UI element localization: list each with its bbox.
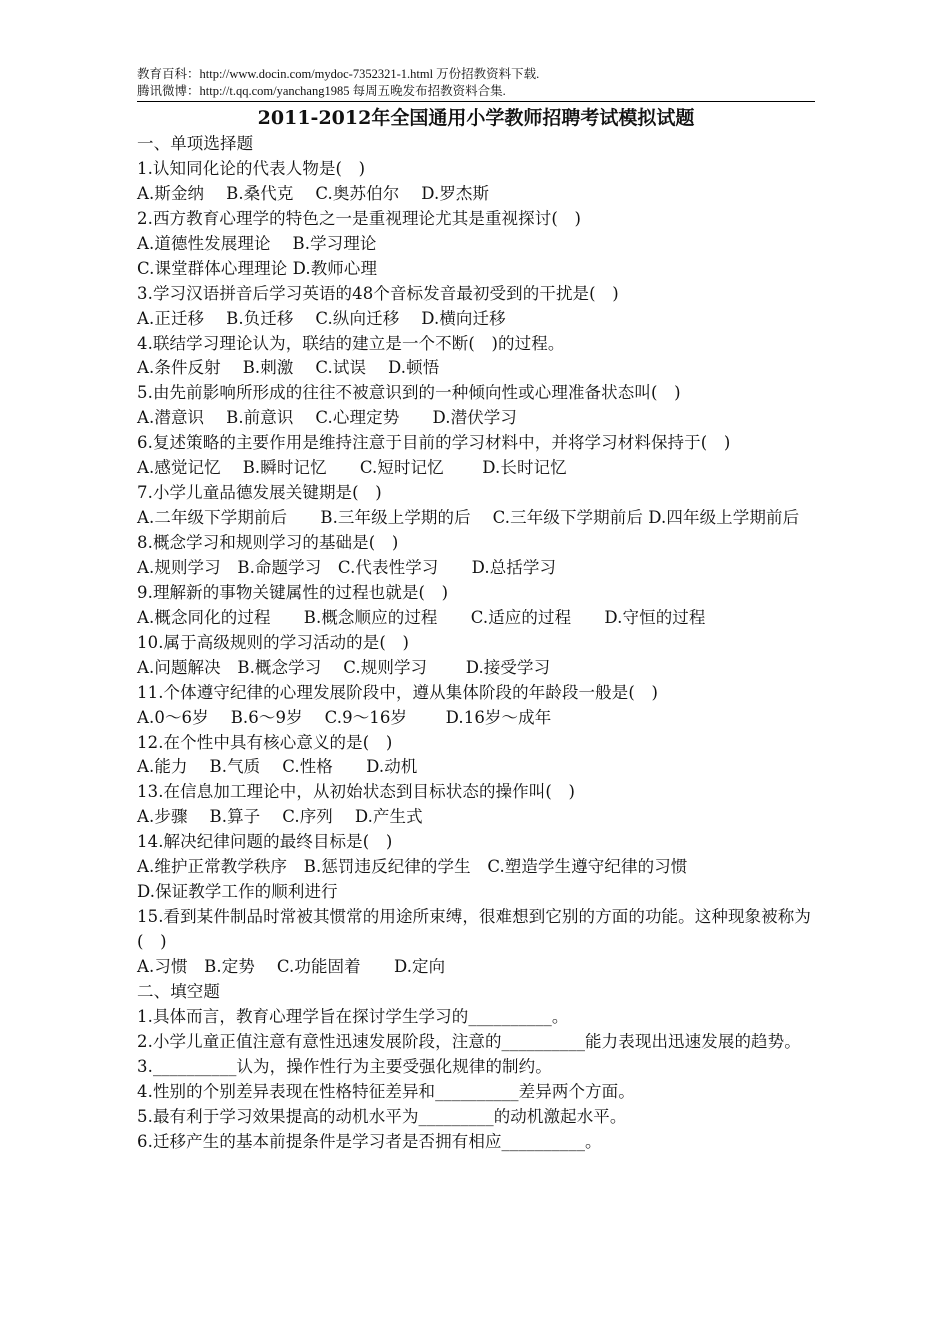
question-options: D.保证教学工作的顺利进行: [137, 882, 338, 902]
question-options: A.道德性发展理论 B.学习理论: [137, 233, 377, 253]
question-text: 4.联结学习理论认为，联结的建立是一个不断( )的过程。: [137, 333, 565, 353]
question-options: C.课堂群体心理理论 D.教师心理: [137, 258, 378, 278]
document-title: 2011-2012年全国通用小学教师招聘考试模拟试题: [257, 107, 695, 129]
fill-question-4: 4.性别的个别差异表现在性格特征差异和__________差异两个方面。: [137, 1081, 635, 1101]
header-line-weibo: 腾讯微博：http://t.qq.com/yanchang1985 每周五晚发布招教资料合集.: [137, 84, 506, 98]
question-12: [137, 731, 817, 781]
question-text: 3.学习汉语拼音后学习英语的48个音标发音最初受到的干扰是( ): [137, 283, 619, 303]
question-10: [137, 631, 817, 681]
question-text: 11.个体遵守纪律的心理发展阶段中，遵从集体阶段的年龄段一般是( ): [137, 682, 659, 702]
question-text: 6.复述策略的主要作用是维持注意于目前的学习材料中，并将学习材料保持于( ): [137, 433, 731, 453]
question-text: 9.理解新的事物关键属性的过程也就是( ): [137, 582, 449, 602]
fill-question-1: 1.具体而言，教育心理学旨在探讨学生学习的__________。: [137, 1006, 569, 1026]
question-text: 1.认知同化论的代表人物是( ): [137, 158, 366, 178]
page-header: [137, 66, 815, 100]
header-divider: [137, 101, 815, 102]
question-options: A.概念同化的过程 B.概念顺应的过程 C.适应的过程 D.守恒的过程: [137, 607, 706, 627]
fill-question-2: 2.小学儿童正值注意有意性迅速发展阶段，注意的__________能力表现出迅速发展的趋势。: [137, 1031, 801, 1051]
question-options: A.能力 B.气质 C.性格 D.动机: [137, 757, 418, 777]
question-text: 5.由先前影响所形成的往往不被意识到的一种倾向性或心理准备状态叫( ): [137, 383, 681, 403]
question-options: A.0～6岁 B.6～9岁 C.9～16岁 D.16岁～成年: [137, 707, 552, 727]
question-options: A.二年级下学期前后 B.三年级上学期的后 C.三年级下学期前后 D.四年级上学期前后: [137, 508, 800, 528]
question-options: A.正迁移 B.负迁移 C.纵向迁移 D.横向迁移: [137, 308, 506, 328]
question-5: [137, 381, 817, 431]
question-options: A.潜意识 B.前意识 C.心理定势 D.潜伏学习: [137, 408, 517, 428]
question-options: A.感觉记忆 B.瞬时记忆 C.短时记忆 D.长时记忆: [137, 458, 567, 478]
question-text: 15.看到某件制品时常被其惯常的用途所束缚，很难想到它别的方面的功能。这种现象被称为( ): [137, 907, 811, 952]
question-6: [137, 431, 817, 481]
question-11: [137, 681, 817, 731]
question-text: 2.西方教育心理学的特色之一是重视理论尤其是重视探讨( ): [137, 208, 582, 228]
section-heading-multiple-choice: 一、单项选择题: [137, 134, 254, 153]
question-options: A.规则学习 B.命题学习 C.代表性学习 D.总括学习: [137, 557, 557, 577]
question-text: 7.小学儿童品德发展关键期是( ): [137, 483, 382, 503]
fill-question-6: 6.迁移产生的基本前提条件是学习者是否拥有相应__________。: [137, 1131, 602, 1151]
question-text: 10.属于高级规则的学习活动的是( ): [137, 632, 410, 652]
question-options: A.条件反射 B.刺激 C.试误 D.顿悟: [137, 358, 440, 378]
question-options: A.维护正常教学秩序 B.惩罚违反纪律的学生 C.塑造学生遵守纪律的习惯: [137, 857, 688, 877]
question-options: A.问题解决 B.概念学习 C.规则学习 D.接受学习: [137, 657, 551, 677]
question-2: [137, 207, 817, 282]
question-text: 13.在信息加工理论中，从初始状态到目标状态的操作叫( ): [137, 782, 576, 802]
question-14: [137, 830, 817, 905]
section-heading-fill-in: 二、填空题: [137, 981, 220, 1001]
header-line-docin: 教育百科：http://www.docin.com/mydoc-7352321-1.html 万份招教资料下载.: [137, 67, 540, 81]
question-7: [137, 481, 817, 531]
question-1: [137, 157, 817, 207]
question-3: [137, 282, 817, 332]
question-options: A.斯金纳 B.桑代克 C.奥苏伯尔 D.罗杰斯: [137, 183, 490, 203]
question-13: [137, 780, 817, 830]
document-body: [137, 132, 817, 1155]
question-4: [137, 332, 817, 382]
question-text: 12.在个性中具有核心意义的是( ): [137, 732, 393, 752]
question-text: 14.解决纪律问题的最终目标是( ): [137, 832, 393, 852]
fill-question-5: 5.最有利于学习效果提高的动机水平为_________的动机激起水平。: [137, 1106, 627, 1126]
question-8: [137, 531, 817, 581]
question-9: [137, 581, 817, 631]
question-15: [137, 905, 817, 980]
question-text: 8.概念学习和规则学习的基础是( ): [137, 533, 399, 553]
fill-question-3: 3.__________认为，操作性行为主要受强化规律的制约。: [137, 1056, 552, 1076]
question-options: A.步骤 B.算子 C.序列 D.产生式: [137, 807, 423, 827]
question-options: A.习惯 B.定势 C.功能固着 D.定向: [137, 957, 446, 976]
